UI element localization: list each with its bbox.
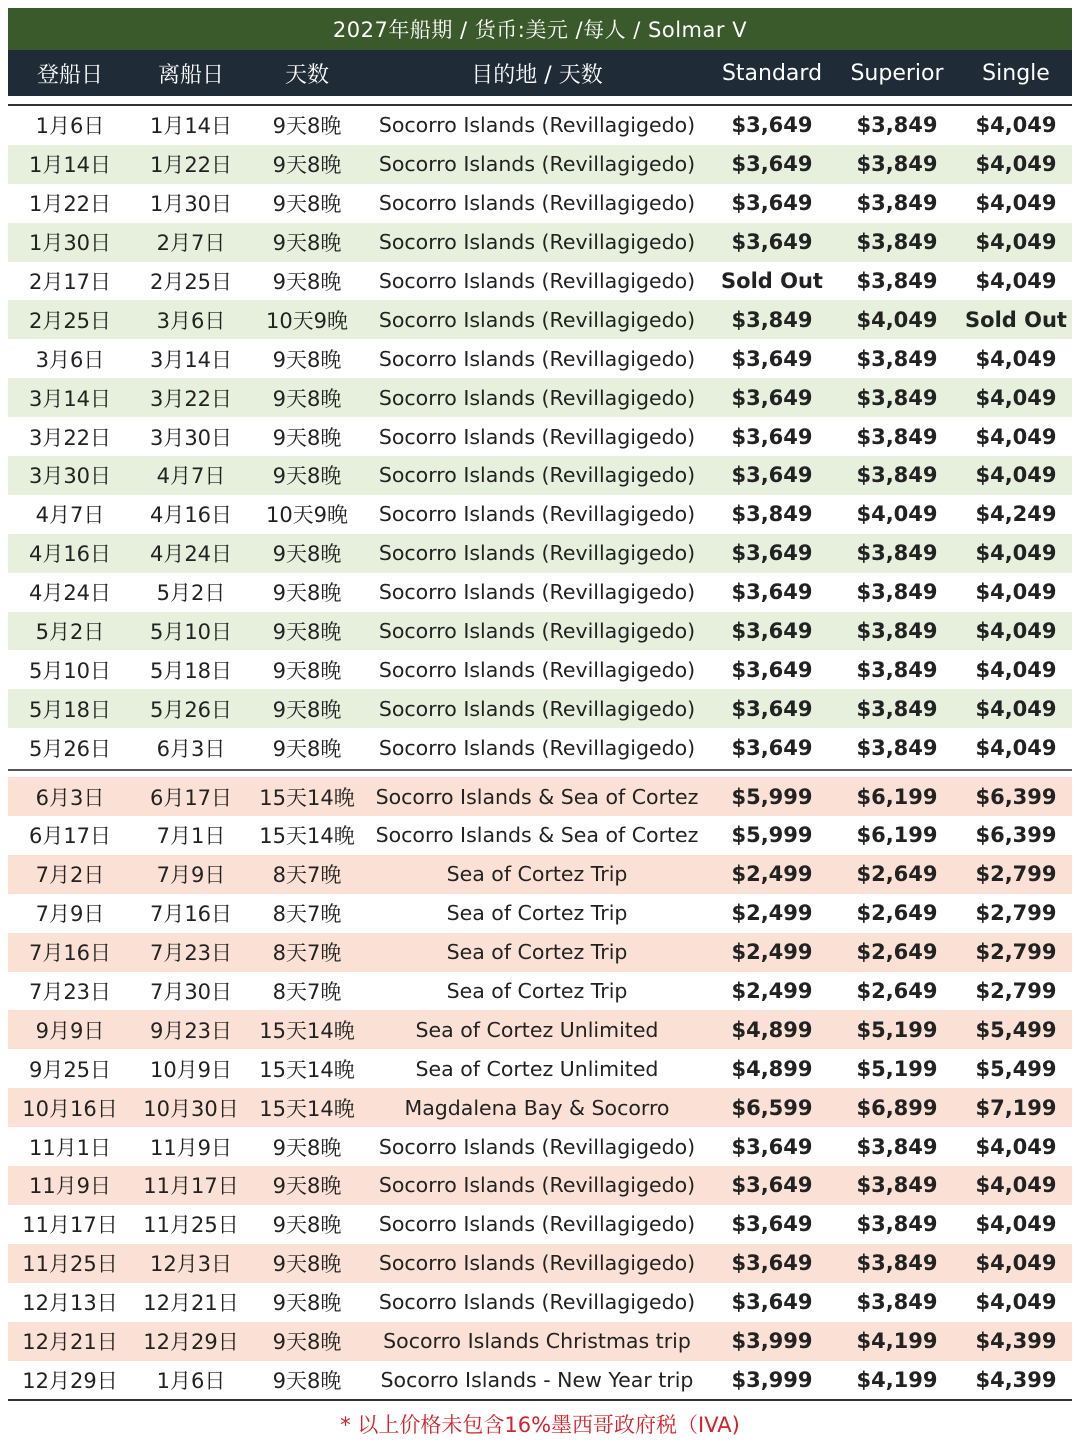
header-separator	[8, 96, 1072, 106]
cell-price-superior: $3,849	[856, 152, 938, 177]
schedule-table	[8, 8, 1072, 1439]
cell-disembark-date: 7月1日	[156, 824, 226, 849]
cell-destination: Socorro Islands (Revillagigedo)	[378, 1173, 696, 1198]
cell-destination: Socorro Islands (Revillagigedo)	[378, 269, 696, 293]
cell-price-standard: $6,599	[731, 1095, 813, 1120]
cell-destination: Sea of Cortez Unlimited	[415, 1017, 659, 1042]
header-row	[8, 50, 1072, 96]
cell-price-single: $4,049	[975, 1212, 1057, 1237]
table-row	[8, 1322, 1072, 1361]
cell-embark-date: 5月26日	[28, 736, 112, 761]
cell-price-superior: $4,199	[856, 1367, 938, 1392]
cell-price-standard: $3,649	[731, 580, 813, 605]
table-title: 2027年船期 / 货币:美元 /每人 / Solmar V	[8, 8, 1072, 50]
cell-price-superior: $3,849	[856, 1212, 938, 1237]
cell-disembark-date: 1月14日	[149, 114, 233, 139]
cell-embark-date: 11月17日	[22, 1213, 118, 1238]
cell-duration: 9天8晚	[272, 192, 342, 217]
cell-embark-date: 3月22日	[28, 425, 112, 450]
cell-duration: 9天8晚	[272, 1213, 342, 1238]
table-row	[8, 456, 1072, 495]
cell-price-single: $4,049	[975, 152, 1057, 177]
cell-price-single: $4,049	[975, 346, 1057, 371]
cell-price-single: $4,049	[975, 580, 1057, 605]
cell-price-single: $4,049	[975, 463, 1057, 488]
cell-duration: 9天8晚	[272, 1135, 342, 1160]
cell-price-single: $6,399	[975, 823, 1057, 848]
tax-footnote: * 以上价格未包含16%墨西哥政府税（IVA)	[340, 1413, 740, 1438]
cell-price-superior: $3,849	[856, 385, 938, 410]
cell-price-standard: $3,649	[731, 1173, 813, 1198]
cell-disembark-date: 5月26日	[149, 697, 233, 722]
cell-price-superior: $3,849	[856, 1290, 938, 1315]
cell-duration: 9天8晚	[272, 1330, 342, 1355]
cell-price-superior: $2,649	[856, 979, 938, 1004]
cell-destination: Sea of Cortez Trip	[446, 940, 628, 965]
cell-embark-date: 11月1日	[28, 1135, 112, 1160]
cell-price-standard: $3,649	[731, 463, 813, 488]
table-row	[8, 777, 1072, 816]
cell-price-standard: $3,649	[731, 735, 813, 760]
cell-embark-date: 3月14日	[28, 386, 112, 411]
cell-duration: 15天14晚	[259, 824, 355, 849]
cell-destination: Socorro Islands (Revillagigedo)	[378, 424, 696, 449]
cell-destination: Socorro Islands (Revillagigedo)	[378, 657, 696, 682]
cell-price-superior: $5,199	[856, 1017, 938, 1042]
cell-duration: 15天14晚	[259, 785, 355, 810]
cell-price-superior: $6,199	[856, 823, 938, 848]
table-row	[8, 1127, 1072, 1166]
cell-price-superior: $3,849	[856, 463, 938, 488]
cell-disembark-date: 9月23日	[149, 1018, 233, 1043]
cell-destination: Socorro Islands (Revillagigedo)	[378, 113, 696, 138]
cell-price-standard: $4,899	[731, 1056, 813, 1081]
cell-duration: 9天8晚	[272, 464, 342, 489]
cell-embark-date: 1月14日	[28, 153, 112, 178]
cell-duration: 9天8晚	[272, 620, 342, 645]
cell-disembark-date: 1月6日	[156, 1368, 226, 1393]
cell-disembark-date: 3月14日	[149, 347, 233, 372]
cell-price-superior: $4,049	[856, 502, 938, 527]
cell-price-standard: $3,649	[731, 1290, 813, 1315]
cell-disembark-date: 12月21日	[143, 1291, 239, 1316]
cell-price-single: $4,049	[975, 1290, 1057, 1315]
cell-disembark-date: 7月30日	[149, 980, 233, 1005]
cell-destination: Socorro Islands & Sea of Cortez	[375, 823, 699, 848]
cell-price-single: $4,049	[975, 269, 1057, 293]
cell-embark-date: 3月6日	[35, 347, 105, 372]
cell-price-single: $4,049	[975, 619, 1057, 644]
cell-price-standard: $3,649	[731, 424, 813, 449]
cell-embark-date: 4月24日	[28, 581, 112, 606]
cell-embark-date: 1月6日	[35, 114, 105, 139]
cell-destination: Socorro Islands (Revillagigedo)	[378, 307, 696, 332]
cell-duration: 8天7晚	[272, 902, 342, 927]
cell-duration: 9天8晚	[272, 347, 342, 372]
cell-price-standard: $2,499	[731, 979, 813, 1004]
cell-price-superior: $6,199	[856, 784, 938, 809]
cell-disembark-date: 7月9日	[156, 863, 226, 888]
cell-price-superior: $3,849	[856, 1251, 938, 1276]
table-row	[8, 495, 1072, 534]
cell-price-single: $5,499	[975, 1017, 1057, 1042]
cell-price-single: $4,049	[975, 1134, 1057, 1159]
cell-disembark-date: 12月3日	[149, 1252, 233, 1277]
cell-duration: 9天8晚	[272, 386, 342, 411]
table-row	[8, 816, 1072, 855]
cell-price-superior: $3,849	[856, 735, 938, 760]
cell-embark-date: 6月17日	[28, 824, 112, 849]
cell-price-superior: $3,849	[856, 113, 938, 138]
cell-duration: 9天8晚	[272, 542, 342, 567]
cell-destination: Socorro Islands (Revillagigedo)	[378, 619, 696, 644]
cell-price-superior: $2,649	[856, 940, 938, 965]
cell-destination: Socorro Islands (Revillagigedo)	[378, 580, 696, 605]
table-row	[8, 972, 1072, 1011]
cell-embark-date: 6月3日	[35, 785, 105, 810]
cell-price-standard: $3,999	[731, 1367, 813, 1392]
cell-price-single: $4,049	[975, 735, 1057, 760]
table-row	[8, 1205, 1072, 1244]
cell-price-standard: $3,649	[731, 541, 813, 566]
cell-price-superior: $4,049	[856, 307, 938, 332]
cell-disembark-date: 3月6日	[156, 308, 226, 333]
cell-price-superior: $3,849	[856, 580, 938, 605]
cell-embark-date: 7月9日	[35, 902, 105, 927]
cell-disembark-date: 11月9日	[149, 1135, 233, 1160]
cell-duration: 9天8晚	[272, 1368, 342, 1393]
cell-disembark-date: 12月29日	[143, 1330, 239, 1355]
cell-disembark-date: 10月9日	[149, 1057, 233, 1082]
cell-price-superior: $3,849	[856, 269, 938, 293]
cell-price-standard: $3,649	[731, 152, 813, 177]
table-row	[8, 262, 1072, 301]
cell-price-single: $4,049	[975, 424, 1057, 449]
cell-price-single: $6,399	[975, 784, 1057, 809]
cell-embark-date: 11月9日	[28, 1174, 112, 1199]
cell-price-single: $4,049	[975, 385, 1057, 410]
cell-destination: Sea of Cortez Trip	[446, 901, 628, 926]
cell-disembark-date: 7月23日	[149, 941, 233, 966]
cell-embark-date: 9月25日	[28, 1057, 112, 1082]
table-row	[8, 534, 1072, 573]
cell-price-standard: $3,649	[731, 191, 813, 216]
table-row	[8, 1283, 1072, 1322]
cell-price-standard: $3,649	[731, 346, 813, 371]
cell-duration: 10天9晚	[265, 308, 349, 333]
header-duration: 天数	[284, 62, 329, 88]
cell-disembark-date: 10月30日	[143, 1096, 239, 1121]
section-divider	[8, 769, 1072, 777]
cell-destination: Socorro Islands (Revillagigedo)	[378, 1134, 696, 1159]
cell-duration: 8天7晚	[272, 863, 342, 888]
cell-disembark-date: 11月25日	[143, 1213, 239, 1238]
table-row	[8, 728, 1072, 767]
cell-destination: Socorro Islands (Revillagigedo)	[378, 1290, 696, 1315]
cell-disembark-date: 1月22日	[149, 153, 233, 178]
cell-embark-date: 5月10日	[28, 658, 112, 683]
cell-price-superior: $5,199	[856, 1056, 938, 1081]
cell-destination: Socorro Islands (Revillagigedo)	[378, 735, 696, 760]
cell-embark-date: 2月17日	[28, 270, 112, 294]
cell-price-single: $7,199	[975, 1095, 1057, 1120]
cell-price-standard: $3,649	[731, 230, 813, 255]
cell-destination: Socorro Islands (Revillagigedo)	[378, 1251, 696, 1276]
table-row	[8, 933, 1072, 972]
cell-price-superior: $2,649	[856, 862, 938, 887]
cell-duration: 9天8晚	[272, 581, 342, 606]
cell-price-standard: $5,999	[731, 784, 813, 809]
cell-disembark-date: 2月7日	[156, 231, 226, 256]
cell-embark-date: 1月22日	[28, 192, 112, 217]
cell-duration: 15天14晚	[259, 1096, 355, 1121]
cell-embark-date: 10月16日	[22, 1096, 118, 1121]
cell-disembark-date: 5月10日	[149, 620, 233, 645]
cell-price-single: $4,249	[975, 502, 1057, 527]
cell-destination: Socorro Islands (Revillagigedo)	[378, 541, 696, 566]
cell-embark-date: 4月16日	[28, 542, 112, 567]
cell-embark-date: 3月30日	[28, 464, 112, 489]
cell-price-single: $2,799	[975, 979, 1057, 1004]
cell-duration: 9天8晚	[272, 114, 342, 139]
cell-disembark-date: 5月18日	[149, 658, 233, 683]
cell-price-standard: $2,499	[731, 862, 813, 887]
cell-destination: Sea of Cortez Trip	[446, 862, 628, 887]
cell-price-superior: $3,849	[856, 657, 938, 682]
cell-duration: 15天14晚	[259, 1057, 355, 1082]
cell-price-single: $4,049	[975, 230, 1057, 255]
table-row	[8, 417, 1072, 456]
cell-price-superior: $3,849	[856, 696, 938, 721]
cell-destination: Socorro Islands (Revillagigedo)	[378, 502, 696, 527]
table-row	[8, 650, 1072, 689]
cell-price-superior: $3,849	[856, 230, 938, 255]
table-section-2	[8, 777, 1072, 1399]
cell-price-standard: $3,849	[731, 502, 813, 527]
header-standard: Standard	[721, 60, 823, 86]
cell-disembark-date: 2月25日	[149, 270, 233, 294]
table-row	[8, 1244, 1072, 1283]
table-row	[8, 855, 1072, 894]
cell-destination: Sea of Cortez Unlimited	[415, 1056, 659, 1081]
cell-destination: Socorro Islands & Sea of Cortez	[375, 784, 699, 809]
table-row	[8, 106, 1072, 145]
cell-price-standard: $3,649	[731, 696, 813, 721]
table-row	[8, 689, 1072, 728]
cell-destination: Socorro Islands (Revillagigedo)	[378, 385, 696, 410]
table-row	[8, 573, 1072, 612]
cell-price-superior: $3,849	[856, 191, 938, 216]
cell-disembark-date: 6月3日	[156, 736, 226, 761]
table-row	[8, 1010, 1072, 1049]
cell-duration: 9天8晚	[272, 270, 342, 294]
cell-price-single: $4,049	[975, 1173, 1057, 1198]
cell-destination: Sea of Cortez Trip	[446, 979, 628, 1004]
header-single: Single	[982, 60, 1050, 86]
cell-embark-date: 5月18日	[28, 697, 112, 722]
cell-price-single: $4,049	[975, 1251, 1057, 1276]
cell-duration: 9天8晚	[272, 658, 342, 683]
cell-price-standard: $3,649	[731, 619, 813, 644]
header-disembark-date: 离船日	[157, 62, 224, 88]
cell-price-single: $4,049	[975, 541, 1057, 566]
cell-duration: 10天9晚	[265, 503, 349, 528]
cell-duration: 15天14晚	[259, 1018, 355, 1043]
cell-price-superior: $3,849	[856, 1134, 938, 1159]
cell-destination: Socorro Islands (Revillagigedo)	[378, 463, 696, 488]
cell-price-superior: $3,849	[856, 619, 938, 644]
header-embark-date: 登船日	[36, 62, 103, 88]
cell-price-standard: $2,499	[731, 901, 813, 926]
table-section-1	[8, 106, 1072, 767]
cell-price-superior: $3,849	[856, 424, 938, 449]
cell-duration: 9天8晚	[272, 1174, 342, 1199]
table-row	[8, 184, 1072, 223]
cell-price-superior: $6,899	[856, 1095, 938, 1120]
cell-embark-date: 1月30日	[28, 231, 112, 256]
cell-price-standard: $5,999	[731, 823, 813, 848]
cell-price-superior: $4,199	[856, 1329, 938, 1354]
cell-price-superior: $2,649	[856, 901, 938, 926]
cell-disembark-date: 3月22日	[149, 386, 233, 411]
cell-disembark-date: 4月16日	[149, 503, 233, 528]
cell-price-single: $4,399	[975, 1367, 1057, 1392]
cell-price-standard: $3,649	[731, 1134, 813, 1159]
cell-disembark-date: 5月2日	[156, 581, 226, 606]
cell-embark-date: 12月29日	[22, 1368, 118, 1393]
table-row	[8, 145, 1072, 184]
cell-price-standard: $3,649	[731, 1212, 813, 1237]
cell-price-single: $4,399	[975, 1329, 1057, 1354]
cell-embark-date: 7月16日	[28, 941, 112, 966]
cell-destination: Socorro Islands Christmas trip	[383, 1329, 691, 1354]
table-row	[8, 223, 1072, 262]
cell-embark-date: 12月13日	[22, 1291, 118, 1316]
cell-embark-date: 11月25日	[22, 1252, 118, 1277]
cell-duration: 8天7晚	[272, 980, 342, 1005]
table-row	[8, 894, 1072, 933]
cell-embark-date: 2月25日	[28, 308, 112, 333]
cell-disembark-date: 7月16日	[149, 902, 233, 927]
cell-price-standard: $3,999	[731, 1329, 813, 1354]
cell-price-superior: $3,849	[856, 1173, 938, 1198]
cell-price-single: $4,049	[975, 113, 1057, 138]
cell-price-single: $4,049	[975, 657, 1057, 682]
cell-price-single: $2,799	[975, 862, 1057, 887]
cell-embark-date: 5月2日	[35, 620, 105, 645]
cell-duration: 9天8晚	[272, 231, 342, 256]
header-destination: 目的地 / 天数	[471, 62, 603, 88]
cell-duration: 8天7晚	[272, 941, 342, 966]
cell-destination: Socorro Islands (Revillagigedo)	[378, 346, 696, 371]
cell-duration: 9天8晚	[272, 425, 342, 450]
cell-destination: Socorro Islands (Revillagigedo)	[378, 696, 696, 721]
cell-disembark-date: 11月17日	[143, 1174, 239, 1199]
cell-duration: 9天8晚	[272, 1252, 342, 1277]
cell-embark-date: 12月21日	[22, 1330, 118, 1355]
cell-price-superior: $3,849	[856, 346, 938, 371]
cell-price-standard: $3,849	[731, 307, 813, 332]
cell-price-standard: $3,649	[731, 113, 813, 138]
cell-duration: 9天8晚	[272, 153, 342, 178]
cell-price-single: $5,499	[975, 1056, 1057, 1081]
cell-price-single: $2,799	[975, 940, 1057, 965]
cell-destination: Socorro Islands (Revillagigedo)	[378, 152, 696, 177]
table-row	[8, 1088, 1072, 1127]
cell-price-single: $4,049	[975, 191, 1057, 216]
table-row	[8, 1049, 1072, 1088]
table-row	[8, 1361, 1072, 1400]
cell-disembark-date: 3月30日	[149, 425, 233, 450]
cell-price-standard: $4,899	[731, 1017, 813, 1042]
cell-price-superior: $3,849	[856, 541, 938, 566]
cell-price-single: $2,799	[975, 901, 1057, 926]
cell-disembark-date: 4月24日	[149, 542, 233, 567]
cell-duration: 9天8晚	[272, 697, 342, 722]
cell-disembark-date: 6月17日	[149, 785, 233, 810]
cell-destination: Socorro Islands (Revillagigedo)	[378, 1212, 696, 1237]
table-row	[8, 1166, 1072, 1205]
table-row	[8, 378, 1072, 417]
cell-duration: 9天8晚	[272, 1291, 342, 1316]
cell-embark-date: 9月9日	[35, 1018, 105, 1043]
cell-price-standard: $3,649	[731, 1251, 813, 1276]
cell-price-single: Sold Out	[965, 307, 1067, 332]
table-row	[8, 300, 1072, 339]
cell-embark-date: 7月23日	[28, 980, 112, 1005]
table-row	[8, 339, 1072, 378]
cell-destination: Socorro Islands (Revillagigedo)	[378, 191, 696, 216]
cell-price-standard: $3,649	[731, 657, 813, 682]
cell-price-standard: $2,499	[731, 940, 813, 965]
cell-price-single: $4,049	[975, 696, 1057, 721]
cell-embark-date: 4月7日	[35, 503, 105, 528]
header-superior: Superior	[850, 60, 944, 86]
cell-embark-date: 7月2日	[35, 863, 105, 888]
cell-price-standard: Sold Out	[721, 269, 823, 293]
cell-destination: Socorro Islands - New Year trip	[380, 1367, 694, 1392]
table-row	[8, 612, 1072, 651]
cell-disembark-date: 4月7日	[156, 464, 226, 489]
cell-destination: Socorro Islands (Revillagigedo)	[378, 230, 696, 255]
cell-disembark-date: 1月30日	[149, 192, 233, 217]
cell-price-standard: $3,649	[731, 385, 813, 410]
cell-duration: 9天8晚	[272, 736, 342, 761]
cell-destination: Magdalena Bay & Socorro	[404, 1095, 670, 1120]
